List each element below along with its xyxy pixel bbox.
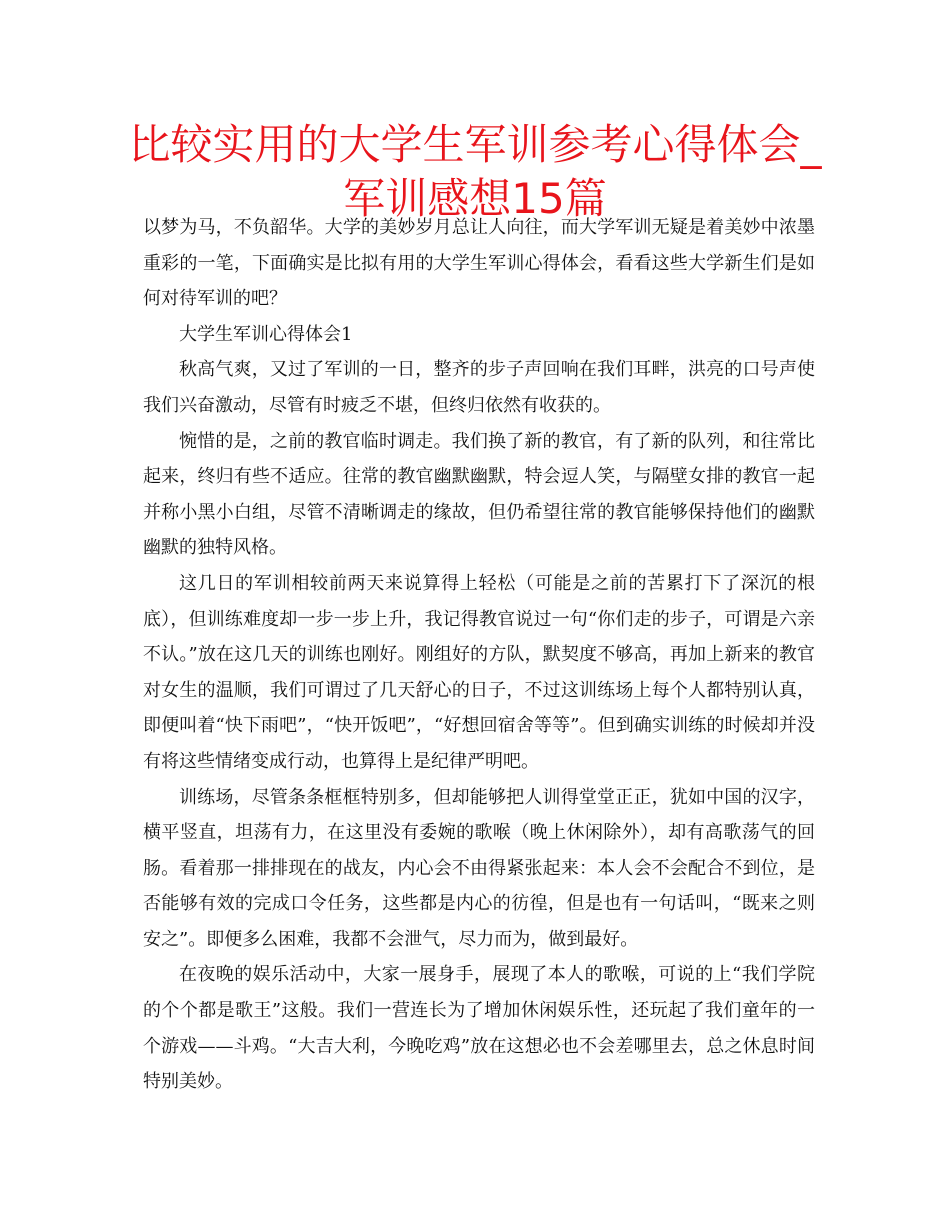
document-body	[143, 210, 815, 1100]
document-title: 比较实用的大学生军训参考心得体会_军训感想15篇	[128, 120, 822, 223]
section-heading: 大学生军训心得体会1	[179, 323, 353, 345]
body-paragraph: 在夜晚的娱乐活动中，大家一展身手，展现了本人的歌喉，可说的上“我们学院的个个都是歌王”这般。我们一营连长为了增加休闲娱乐性，还玩起了我们童年的一个游戏——斗鸡。“大吉大利，今晚吃鸡”放在这想必也不会差哪里去，总之休息时间特别美妙。	[143, 964, 815, 1093]
body-paragraph: 惋惜的是，之前的教官临时调走。我们换了新的教官，有了新的队列，和往常比起来，终归有些不适应。往常的教官幽默幽默，特会逗人笑，与隔壁女排的教官一起并称小黑小白组，尽管不清晰调走的缘故，但仍希望往常的教官能够保持他们的幽默幽默的独特风格。	[143, 430, 815, 559]
body-paragraph: 秋高气爽，又过了军训的一日，整齐的步子声回响在我们耳畔，洪亮的口号声使我们兴奋激动，尽管有时疲乏不堪，但终归依然有收获的。	[143, 359, 815, 416]
body-paragraph: 这几日的军训相较前两天来说算得上轻松（可能是之前的苦累打下了深沉的根底），但训练难度却一步一步上升，我记得教官说过一句“你们走的步子，可谓是六亲不认。”放在这几天的训练也刚好。刚组好的方队，默契度不够高，再加上新来的教官对女生的温顺，我们可谓过了几天舒心的日子，不过这训练场上每个人都特别认真，即便叫着“快下雨吧”，“快开饭吧”，“好想回宿舍等等”。但到确实训练的时候却并没有将这些情绪变成行动，也算得上是纪律严明吧。	[143, 572, 815, 772]
body-paragraph: 训练场，尽管条条框框特别多，但却能够把人训得堂堂正正，犹如中国的汉字，横平竖直，坦荡有力，在这里没有委婉的歌喉（晚上休闲除外），却有高歌荡气的回肠。看着那一排排现在的战友，内心会不由得紧张起来：本人会不会配合不到位，是否能够有效的完成口令任务，这些都是内心的彷徨，但是也有一句话叫，“既来之则安之”。即便多么困难，我都不会泄气，尽力而为，做到最好。	[143, 786, 815, 950]
intro-paragraph: 以梦为马，不负韶华。大学的美妙岁月总让人向往，而大学军训无疑是着美妙中浓墨重彩的一笔，下面确实是比拟有用的大学生军训心得体会，看看这些大学新生们是如何对待军训的吧？	[143, 217, 815, 310]
